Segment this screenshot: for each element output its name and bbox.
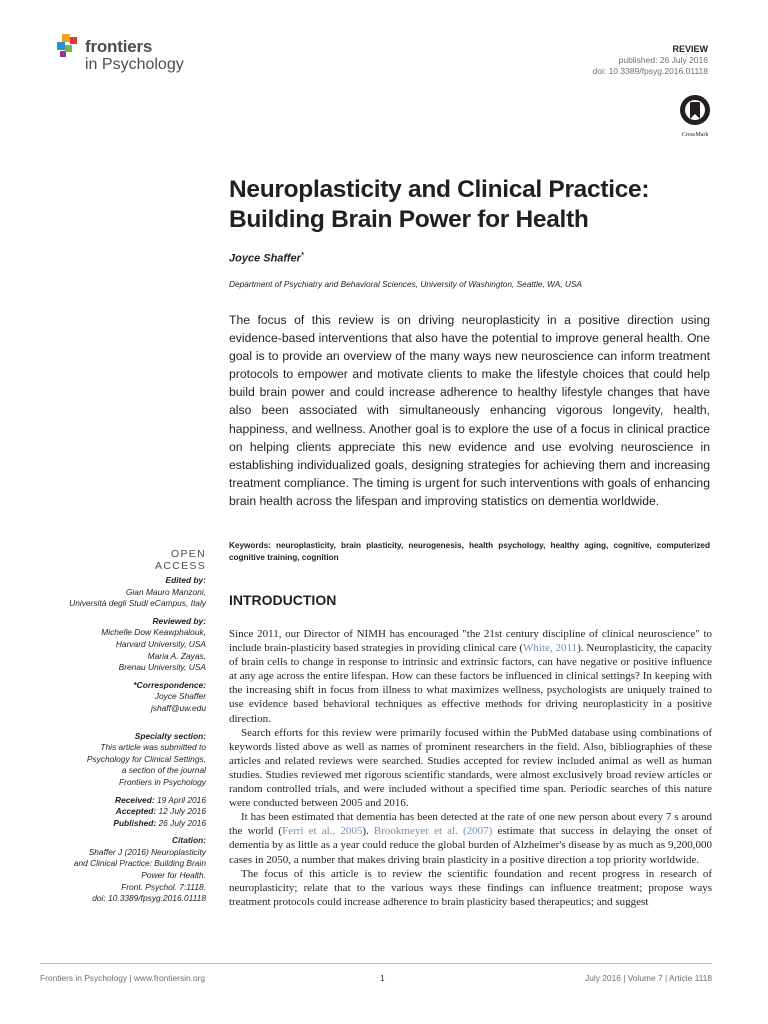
editor-affiliation: Università degli Studi eCampus, Italy	[69, 598, 206, 609]
introduction-body	[229, 627, 712, 909]
author-correspondence-mark: *	[300, 252, 304, 259]
correspondence-email[interactable]: jshaff@uw.edu	[150, 702, 206, 713]
published-label: Published:	[113, 817, 157, 828]
reference-link-brookmeyer-2007[interactable]: Brookmeyer et al. (2007)	[373, 825, 493, 838]
abstract: The focus of this review is on driving neuroplasticity in a positive direction using evidence-based interventions that also have the potential to improve general health. One goal is to provide an overview of the many ways new neuroscience can inform treatment protocols to empower and motivate clients to make the lifestyle choices that could help build brain power and could increase adherence to healthy lifestyle changes that have also been associated with simultaneously enhancing vigorous longevity, health, happiness, and wellness. Another goal is to explore the use of a focus in clinical practice on helping clients appreciate this new evidence and use evolving neuroscience in establishing individualized goals, designing strategies for achieving them and increasing treatment compliance. The timing is urgent for such interventions with goals of enhancing brain health across the lifespan and improving statistics on dementia worldwide.	[229, 313, 710, 508]
reference-link-ferri-2005[interactable]: Ferri et al., 2005	[282, 825, 363, 838]
reviewer-1-affiliation: Harvard University, USA	[115, 638, 206, 649]
published-date: published: 26 July 2016	[618, 55, 708, 65]
article-title	[229, 175, 749, 235]
paragraph-4: The focus of this article is to review the scientific foundation and recent progress in research of neuroplasticity; relate that to the various ways these findings can influence treatment; propose ways treatment protocols could increase adherence to brain plasticity based therapeutics; and suggest	[229, 867, 712, 908]
footer-journal[interactable]: Frontiers in Psychology | www.frontiersin.org	[40, 973, 206, 983]
citation-label: Citation:	[172, 835, 206, 846]
article-type: REVIEW	[672, 44, 708, 54]
logo-line1: frontiers	[85, 37, 153, 56]
p3-text-b: ).	[362, 825, 374, 838]
journal-logo	[56, 34, 206, 82]
keywords: Keywords: neuroplasticity, brain plasticity, neurogenesis, health psychology, healthy aging, cognitive, computerized cognitive training, cognition	[229, 541, 710, 562]
logo-line2: in Psychology	[85, 56, 184, 73]
section-heading-introduction: INTRODUCTION	[229, 592, 337, 608]
affiliation: Department of Psychiatry and Behavioral Sciences, University of Washington, Seattle, WA, USA	[229, 279, 582, 289]
title-line-1: Neuroplasticity and Clinical Practice:	[229, 176, 650, 203]
specialty-line-4: Frontiers in Psychology	[118, 776, 206, 787]
received-value: 19 April 2016	[156, 794, 206, 805]
frontiers-logo-icon	[56, 34, 80, 58]
footer-issue-info: July 2016 | Volume 7 | Article 1118	[585, 973, 712, 983]
edited-by-label: Edited by:	[165, 575, 206, 585]
citation-line-5[interactable]: doi: 10.3389/fpsyg.2016.01118	[92, 893, 206, 904]
received-label: Received:	[115, 794, 155, 805]
crossmark-icon	[679, 94, 711, 126]
correspondence-name: Joyce Shaffer	[154, 691, 206, 702]
reference-link-white-2011[interactable]: White, 2011	[523, 642, 578, 655]
paragraph-3	[229, 810, 712, 866]
accepted-date	[40, 806, 206, 818]
p1-text-a: Since 2011, our Director of NIMH has encouraged "the 21st century discipline of clinical neuroscience" to include brain-plasticity based strategies in providing clinical care (	[229, 628, 712, 655]
published-value: 26 July 2016	[158, 817, 206, 828]
article-meta-header	[593, 44, 708, 77]
reviewed-by-label: Reviewed by:	[152, 615, 206, 626]
specialty-section-label: Specialty section:	[134, 730, 206, 741]
accepted-label: Accepted:	[115, 806, 157, 817]
specialty-line-2: Psychology for Clinical Settings,	[86, 753, 206, 764]
reviewer-2-affiliation: Brenau University, USA	[118, 662, 206, 673]
author-name[interactable]	[229, 252, 304, 265]
reviewer-1-name: Michelle Dow Keawphalouk,	[101, 627, 206, 638]
specialty-line-3: a section of the journal	[121, 765, 206, 776]
open-access-label: OPEN ACCESS	[155, 548, 206, 572]
crossmark-label: CrossMark	[681, 132, 709, 138]
title-line-2: Building Brain Power for Health	[229, 206, 589, 233]
author-text: Joyce Shaffer	[229, 252, 301, 265]
doi-header[interactable]: doi: 10.3389/fpsyg.2016.01118	[592, 66, 708, 76]
citation-line-1: Shaffer J (2016) Neuroplasticity	[88, 846, 206, 857]
accepted-value: 12 July 2016	[158, 806, 206, 817]
p1-text-b: ). Neuroplasticity, the capacity of brain cells to change in response to intrinsic and extrinsic factors, can have negative or positive influence at any age across the entire lifespan. How can these factors be influenced in clinical settings? In keeping with the increasing shift in focus from illness to what maximizes wellness, psychologists are uniquely trained to use evidence based behavioral techniques as effective methods for driving neuroplasticity in a positive direction.	[229, 642, 713, 725]
crossmark-badge[interactable]	[677, 94, 713, 136]
p3-text-c: estimate that success in delaying the onset of dementia by as little as a year could reduce the global burden of Alzheimer's disease by as much as 9,200,000 cases in 2050, a number that makes driving brain plasticity in a positive direction a top priority worldwide.	[229, 825, 713, 866]
footer-divider	[40, 963, 712, 964]
specialty-line-1: This article was submitted to	[100, 742, 206, 753]
article-info-sidebar	[40, 575, 206, 905]
editor-name: Gian Mauro Manzoni,	[125, 586, 206, 597]
citation-line-3: Power for Health.	[141, 870, 206, 881]
received-date	[40, 795, 206, 807]
published-date-sidebar	[40, 818, 206, 830]
reviewer-2-name: Maria A. Zayas,	[147, 650, 206, 661]
paragraph-1	[229, 627, 712, 726]
citation-line-2: and Clinical Practice: Building Brain	[73, 858, 206, 869]
paragraph-2: Search efforts for this review were primarily focused within the PubMed database using combinations of keywords listed above as well as names of prominent researchers in the field. Also, bibliographies of these articles and related reviews were searched. Studies accepted for review included animal as well as human studies. Studies reviewed met rigorous scientific standards, were almost exclusively broad review articles or random controlled trials, and were included without a specified time span. Periodic searches of this nature were conducted between 2005 and 2016.	[229, 726, 712, 810]
correspondence-label: *Correspondence:	[133, 679, 206, 690]
p3-text-a: It has been estimated that dementia has been detected at the rate of one new person about every 7 s around the world (	[229, 811, 712, 838]
citation-line-4: Front. Psychol. 7:1118.	[121, 881, 206, 892]
page-number: 1	[380, 973, 385, 983]
